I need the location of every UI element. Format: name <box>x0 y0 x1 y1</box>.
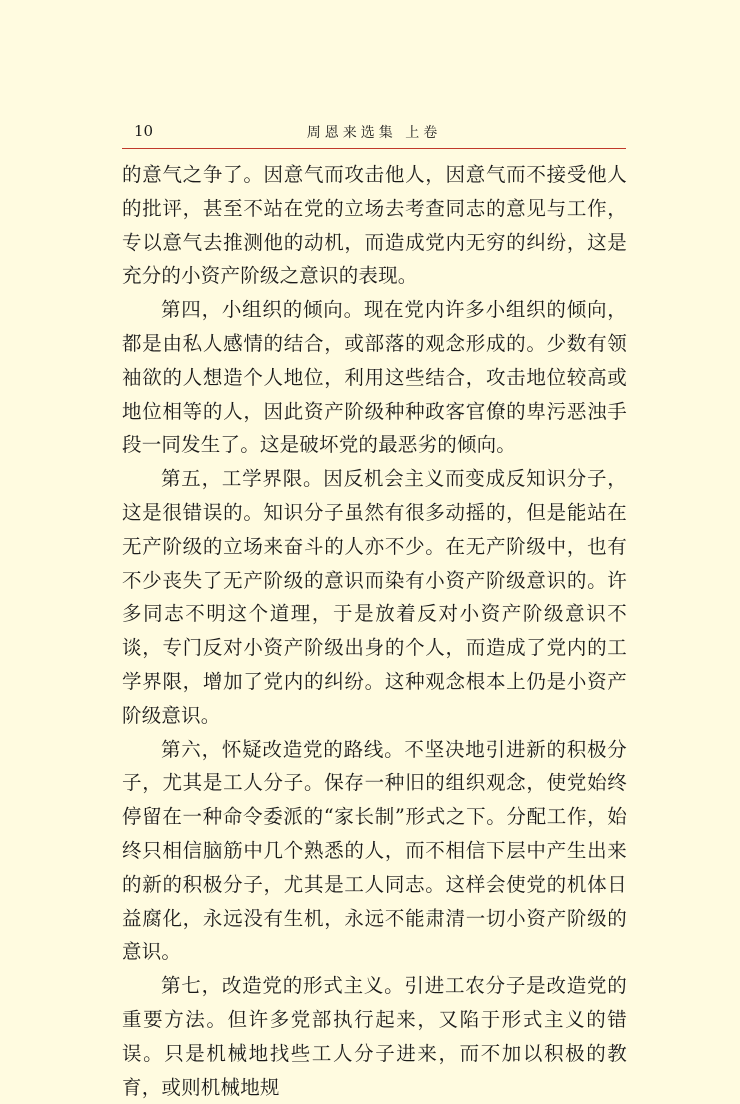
running-title: 周恩来选集 上卷 <box>306 125 442 141</box>
page-number: 10 <box>134 122 154 140</box>
paragraph-sixth: 第六，怀疑改造党的路线。不坚决地引进新的积极分子，尤其是工人分子。保存一种旧的组织观念，使党始终停留在一种命令委派的“家长制”形式之下。分配工作，始终只相信脑筋中几个熟悉的人，而不相信下层中产生出来的新的积极分子，尤其是工人同志。这样会使党的机体日益腐化，永远没有生机，永远不能肃清一切小资产阶级的意识。 <box>122 737 627 964</box>
paragraph-continuation: 的意气之争了。因意气而攻击他人，因意气而不接受他人的批评，甚至不站在党的立场去考查同志的意见与工作，专以意气去推测他的动机，而造成党内无穷的纠纷，这是充分的小资产阶级之意识的表现。 <box>122 163 627 288</box>
paragraph-fourth: 第四，小组织的倾向。现在党内许多小组织的倾向，都是由私人感情的结合，或部落的观念形成的。少数有领袖欲的人想造个人地位，利用这些结合，攻击地位较高或地位相等的人，因此资产阶级种种政客官僚的卑污恶浊手段一同发生了。这是破坏党的最恶劣的倾向。 <box>122 298 627 457</box>
header-rule <box>122 148 626 149</box>
body-text <box>122 158 627 1104</box>
paragraph-fifth: 第五，工学界限。因反机会主义而变成反知识分子，这是很错误的。知识分子虽然有很多动摇的，但是能站在无产阶级的立场来奋斗的人亦不少。在无产阶级中，也有不少丧失了无产阶级的意识而染有小资产阶级意识的。许多同志不明这个道理，于是放着反对小资产阶级意识不谈，专门反对小资产阶级出身的个人，而造成了党内的工学界限，增加了党内的纠纷。这种观念根本上仍是小资产阶级意识。 <box>122 467 627 727</box>
page-header <box>122 118 626 148</box>
paragraph-seventh: 第七，改造党的形式主义。引进工农分子是改造党的重要方法。但许多党部执行起来，又陷于形式主义的错误。只是机械地找些工人分子进来，而不加以积极的教育，或则机械地规 <box>122 974 627 1099</box>
